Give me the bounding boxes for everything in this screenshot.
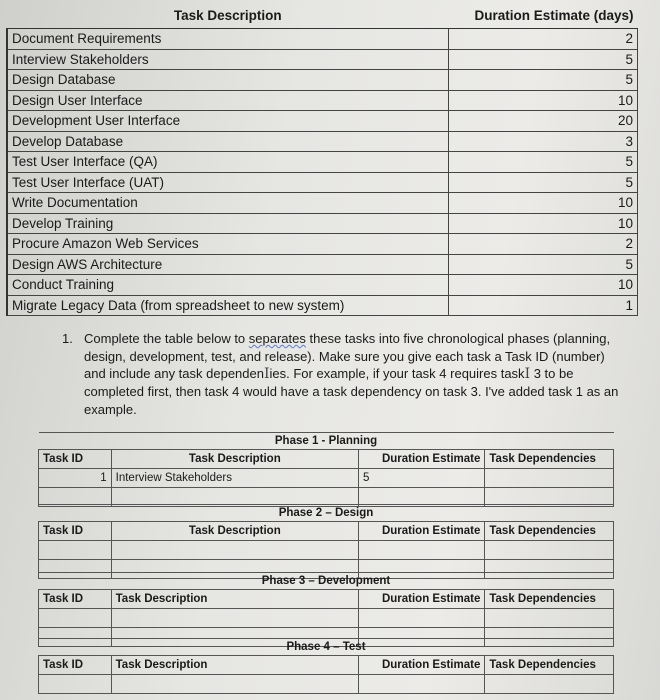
empty-cell[interactable]	[359, 541, 485, 560]
empty-cell[interactable]	[359, 675, 485, 694]
empty-cell[interactable]	[111, 541, 358, 560]
task-row	[7, 213, 638, 234]
task-row	[7, 152, 638, 173]
task-id-header: Task ID	[39, 522, 112, 541]
text-cursor-icon-2: I	[524, 365, 531, 382]
task-description-cell[interactable]: Test User Interface (QA)	[7, 152, 449, 173]
task-row	[7, 193, 638, 214]
duration-cell[interactable]: 1	[449, 295, 638, 316]
text-cursor-icon: I	[263, 365, 270, 382]
task-description-header: Task Description	[111, 656, 358, 675]
task-row	[7, 29, 638, 50]
duration-cell[interactable]: 5	[449, 70, 638, 91]
phase-1-table	[38, 432, 614, 507]
duration-cell[interactable]: 5	[449, 172, 638, 193]
empty-cell[interactable]	[111, 675, 358, 694]
duration-estimate-cell[interactable]: 5	[359, 469, 485, 488]
task-row	[7, 172, 638, 193]
task-description-cell[interactable]: Development User Interface	[7, 111, 449, 132]
task-description-cell[interactable]: Interview Stakeholders	[7, 49, 449, 70]
phase-3-table	[38, 572, 614, 647]
empty-cell[interactable]	[39, 609, 112, 628]
task-description-cell[interactable]: Conduct Training	[7, 275, 449, 296]
instruction-text: 1. Complete the table below to separates these tasks into five chronological phases (planning, design, development, test, and release). Make sure you give each task a Task ID (number) and include any task dependenIies. For example, if your task 4 requires taskI 3 to be completed first, then task 4 would have a task dependency on task 3. I've added task 1 as an example.	[62, 331, 619, 417]
phase-title: Phase 2 – Design	[39, 505, 614, 522]
task-row	[7, 131, 638, 152]
task-description-header: Task Description	[111, 450, 358, 469]
task-row	[7, 49, 638, 70]
phase-4-table	[38, 638, 614, 694]
task-dependencies-header: Task Dependencies	[485, 590, 614, 609]
task-row	[7, 295, 638, 316]
task-description-cell[interactable]: Procure Amazon Web Services	[7, 234, 449, 255]
empty-cell[interactable]	[485, 675, 614, 694]
duration-cell[interactable]: 20	[449, 111, 638, 132]
task-dependencies-header: Task Dependencies	[485, 450, 614, 469]
task-row	[7, 254, 638, 275]
task-row	[7, 111, 638, 132]
duration-cell[interactable]: 5	[449, 49, 638, 70]
task-description-cell[interactable]: Develop Database	[7, 131, 449, 152]
phase-title: Phase 4 – Test	[39, 639, 614, 656]
task-dependencies-header: Task Dependencies	[485, 522, 614, 541]
empty-cell[interactable]	[485, 541, 614, 560]
duration-cell[interactable]: 5	[449, 254, 638, 275]
task-description-header: Task Description	[7, 2, 449, 29]
task-description-cell[interactable]: Design User Interface	[7, 90, 449, 111]
duration-cell[interactable]: 10	[449, 90, 638, 111]
task-row	[7, 90, 638, 111]
duration-cell[interactable]: 10	[449, 275, 638, 296]
task-row	[7, 70, 638, 91]
empty-cell[interactable]	[111, 609, 358, 628]
duration-cell[interactable]: 5	[449, 152, 638, 173]
duration-estimate-header: Duration Estimate	[359, 656, 485, 675]
duration-estimate-header: Duration Estimate	[359, 522, 485, 541]
task-id-header: Task ID	[39, 450, 112, 469]
duration-cell[interactable]: 2	[449, 234, 638, 255]
task-id-header: Task ID	[39, 656, 112, 675]
duration-cell[interactable]: 10	[449, 193, 638, 214]
duration-cell[interactable]: 3	[449, 131, 638, 152]
task-row	[7, 234, 638, 255]
task-description-cell[interactable]: Develop Training	[7, 213, 449, 234]
phase-2-table	[38, 504, 614, 579]
task-dependencies-cell[interactable]	[485, 469, 614, 488]
instruction-number: 1.	[62, 331, 73, 346]
task-duration-table	[6, 2, 638, 316]
empty-cell[interactable]	[359, 609, 485, 628]
phase-title: Phase 3 – Development	[39, 573, 614, 590]
task-dependencies-header: Task Dependencies	[485, 656, 614, 675]
task-description-cell[interactable]: Design Database	[7, 70, 449, 91]
duration-cell[interactable]: 10	[449, 213, 638, 234]
duration-header: Duration Estimate (days)	[449, 2, 638, 29]
task-id-cell[interactable]: 1	[39, 469, 112, 488]
task-description-cell[interactable]: Migrate Legacy Data (from spreadsheet to new system)	[7, 295, 449, 316]
task-row	[7, 275, 638, 296]
duration-estimate-header: Duration Estimate	[359, 450, 485, 469]
duration-cell[interactable]: 2	[449, 29, 638, 50]
task-description-cell[interactable]: Interview Stakeholders	[111, 469, 358, 488]
phase-title: Phase 1 - Planning	[39, 433, 614, 450]
task-description-cell[interactable]: Document Requirements	[7, 29, 449, 50]
duration-estimate-header: Duration Estimate	[359, 590, 485, 609]
spellcheck-underlined-word: separates	[248, 331, 306, 346]
empty-cell[interactable]	[39, 675, 112, 694]
empty-cell[interactable]	[485, 609, 614, 628]
task-description-header: Task Description	[111, 522, 358, 541]
task-description-header: Task Description	[111, 590, 358, 609]
task-description-cell[interactable]: Write Documentation	[7, 193, 449, 214]
task-id-header: Task ID	[39, 590, 112, 609]
task-description-cell[interactable]: Test User Interface (UAT)	[7, 172, 449, 193]
task-description-cell[interactable]: Design AWS Architecture	[7, 254, 449, 275]
empty-cell[interactable]	[39, 541, 112, 560]
